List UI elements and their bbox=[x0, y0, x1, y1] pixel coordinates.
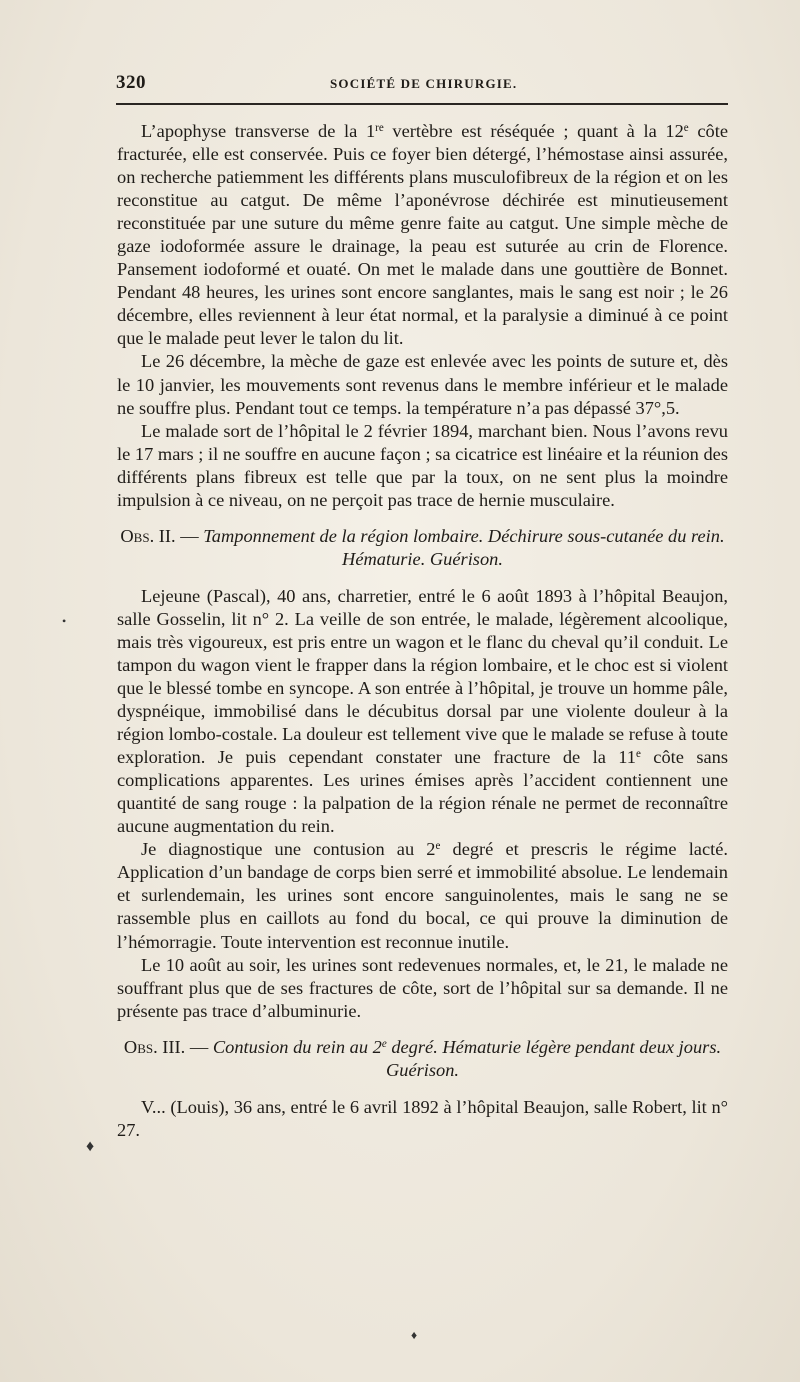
page-number: 320 bbox=[116, 72, 146, 93]
paragraph-7: V... (Louis), 36 ans, entré le 6 avril 1892 à l’hôpital Beaujon, salle Robert, lit n° 27. bbox=[117, 1096, 728, 1140]
body-text bbox=[117, 120, 728, 1142]
paragraph-5: Je diagnostique une contusion au 2e degré et prescris le régime lacté. Application d’un bandage de corps bien serré et immobilité absolue. Le lendemain et surlendemain, les urines sont encore sanguinolentes, mais le sang ne se rassemble plus en caillots au fond du bocal, ce qui prouve la diminution de l’hémorragie. Toute intervention est reconnue inutile. bbox=[117, 839, 728, 952]
paragraph-6: Le 10 août au soir, les urines sont redevenues normales, et, le 21, le malade ne souffrant plus que de ses fractures de côte, sort de l’hôpital sur sa demande. Il ne présente pas trace d’albuminurie. bbox=[117, 954, 728, 1021]
observation-2-title: Tamponnement de la région lombaire. Déchirure sous-cutanée du rein. Hématurie. Guérison. bbox=[203, 525, 725, 570]
page-header bbox=[116, 72, 728, 100]
observation-2-heading: Obs. II. — Tamponnement de la région lombaire. Déchirure sous-cutanée du rein. Hématurie. Guérison. bbox=[120, 525, 725, 570]
margin-dot-mark: • bbox=[62, 614, 67, 628]
paragraph-4: Lejeune (Pascal), 40 ans, charretier, entré le 6 août 1893 à l’hôpital Beaujon, salle Gosselin, lit n° 2. La veille de son entrée, le malade, légèrement alcoolique, mais très vigoureux, est pris entre un wagon et le flanc du cheval qu’il conduit. Le tampon du wagon vient le frapper dans la région lombaire, et le choc est si violent que le blessé tombe en syncope. A son entrée à l’hôpital, je trouve un homme pâle, dyspnéique, immobilisé dans le décubitus dorsal par une violente douleur à la région lombo-costale. La douleur est tellement vive que le malade se refuse à toute exploration. Je puis cependant constater une fracture de la 11e côte sans complications apparentes. Les urines émises après l’accident contiennent une quantité de sang rouge : la palpation de la région rénale ne permet de reconnaître aucune augmentation du rein. bbox=[117, 585, 729, 837]
observation-3-title: Contusion du rein au 2e degré. Hématurie légère pendant deux jours. Guérison. bbox=[212, 1036, 722, 1081]
paragraph-1: L’apophyse transverse de la 1re vertèbre est réséquée ; quant à la 12e côte fracturée, elle est conservée. Puis ce foyer bien détergé, l’hémostase ainsi assurée, on recherche patiemment les différents plans musculofibreux de la région et on les reconstitue au catgut. De même l’aponévrose déchirée est minutieusement reconstituée par une suture du même genre faite au catgut. Une simple mèche de gaze iodoformée assure le drainage, la peau est suturée au crin de Florence. Pansement iodoformé et ouaté. On met le malade dans une gouttière de Bonnet. Pendant 48 heures, les urines sont encore sanglantes, mais le sang est noir ; le 26 décembre, elles reviennent à leur état normal, et la paralysie a diminué à ce point que le malade peut lever le talon du lit. bbox=[117, 121, 728, 349]
observation-2-label: Obs. II. bbox=[120, 525, 176, 546]
paragraph-3: Le malade sort de l’hôpital le 2 février 1894, marchant bien. Nous l’avons revu le 17 mars ; il ne souffre en aucune façon ; sa cicatrice est linéaire et la réunion des différents plans fibreux est telle que par la toux, on ne sent plus la moindre impulsion à ce niveau, on ne perçoit pas trace de hernie musculaire. bbox=[117, 420, 728, 510]
observation-3-heading: Obs. III. — Contusion du rein au 2e degré. Hématurie légère pendant deux jours. Guérison. bbox=[123, 1036, 722, 1081]
header-rule bbox=[116, 103, 728, 105]
observation-3-label: Obs. III. bbox=[123, 1036, 186, 1057]
footer-dot-mark: ♦ bbox=[411, 1328, 418, 1342]
margin-flag-mark: ♦ bbox=[86, 1138, 95, 1155]
paragraph-2: Le 26 décembre, la mèche de gaze est enlevée avec les points de suture et, dès le 10 janvier, les mouvements sont revenus dans le membre inférieur et le malade ne souffre plus. Pendant tout ce temps. la température n’a pas dépassé 37°,5. bbox=[117, 351, 728, 418]
running-head: SOCIÉTÉ DE CHIRURGIE. bbox=[330, 76, 518, 91]
